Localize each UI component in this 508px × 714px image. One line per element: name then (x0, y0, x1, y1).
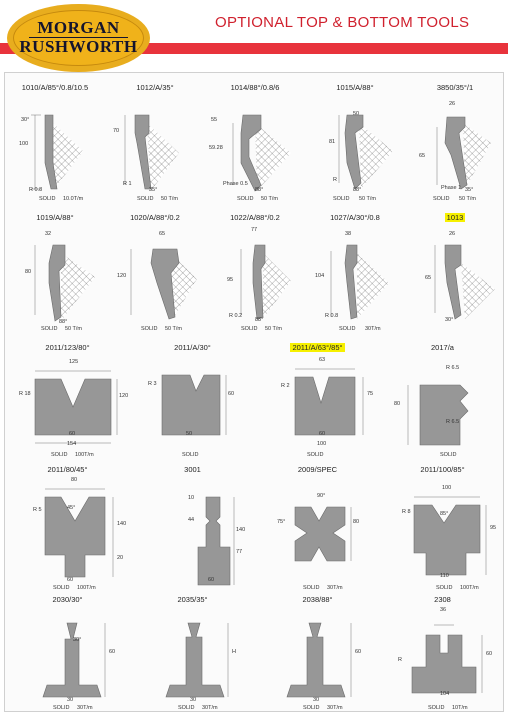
die-card: 2011/A/63°/85° 63 75 60 100 R 2 SOLID (255, 343, 380, 463)
die-card: 2011/100/85° 100 95 110 R 8 85° SOLID 100T/m (380, 465, 505, 595)
tool-card: 1010/A/85°/0.8/10.5 100 30° R 0.8 SOLID 10.0T/m (5, 83, 105, 198)
tool-code: 2030/30° (52, 595, 83, 604)
die-card: 2308 36 60 104 R SOLID 10T/m (380, 595, 505, 713)
tool-card: 1019/A/88° 32 80 88° SOLID 50 T/m (5, 213, 105, 333)
tool-code: 1015/A/88° (336, 83, 374, 92)
page-header (0, 0, 508, 58)
die-2011-123-drawing (5, 355, 130, 465)
tool-code: 2011/80/45° (47, 465, 88, 474)
die-card: 2009/SPEC 90° 80 75° SOLID 30T/m (255, 465, 380, 595)
die-card: 2035/35° H 30 SOLID 30T/m (130, 595, 255, 713)
die-card: 2038/88° 60 30 SOLID 30T/m (255, 595, 380, 713)
tool-card: 1022/A/88°/0.2 77 95 R 0.2 88° SOLID 50 T/m (205, 213, 305, 333)
tool-code: 1020/A/88°/0.2 (130, 213, 180, 222)
tool-sheet (4, 72, 504, 712)
tool-code: 2038/88° (302, 595, 333, 604)
tool-code: 1019/A/88° (36, 213, 74, 222)
tool-card: 1027/A/30°/0.8 38 104 R 0.8 SOLID 30T/m (305, 213, 405, 333)
die-card: 2011/80/45° 80 140 20 60 R 5 45° SOLID 100T/m (5, 465, 130, 595)
tool-code: 2011/A/30° (174, 343, 211, 352)
tool-code: 2035/35° (177, 595, 208, 604)
tool-card: 1012/A/35° 70 R 1 35° SOLID 50 T/m (105, 83, 205, 198)
tool-1019-drawing (5, 223, 105, 333)
die-card: 2011/A/30° 60 50 R 3 SOLID (130, 343, 255, 463)
tool-1013-drawing (405, 223, 505, 333)
die-card: 3001 140 77 60 10 44 (130, 465, 255, 595)
tool-code: 3001 (184, 465, 201, 474)
die-card: 2017/a 80 R 6.5 R 6.5 SOLID (380, 343, 505, 463)
tool-code: 1022/A/88°/0.2 (230, 213, 280, 222)
die-2011-63-drawing (255, 355, 380, 465)
tool-code: 2017/a (431, 343, 454, 352)
die-card: 2030/30° 60 30 30° SOLID 30T/m (5, 595, 130, 713)
tool-code: 2308 (434, 595, 451, 604)
tool-code: 1013 (446, 213, 464, 222)
tool-code: 1010/A/85°/0.8/10.5 (21, 83, 89, 92)
tool-1015-drawing (305, 93, 405, 198)
tool-code: 1027/A/30°/0.8 (330, 213, 380, 222)
tool-code: 2009/SPEC (297, 465, 338, 474)
tool-card: 3850/35°/1 26 65 Phase 1 35° SOLID 50 T/m (405, 83, 505, 198)
tool-code: 1014/88°/0.8/6 (230, 83, 280, 92)
tool-card: 1014/88°/0.8/6 55 59.28 Phase 0.5 88° SOLID 50 T/m (205, 83, 305, 198)
tool-code: 2011/100/85° (420, 465, 465, 474)
tool-1012-drawing (105, 93, 205, 198)
page-title: OPTIONAL TOP & BOTTOM TOOLS (215, 14, 470, 31)
die-card: 2011/123/80° 125 120 60 154 R 18 SOLID 100T/m (5, 343, 130, 463)
tool-card: 1020/A/88°/0.2 65 120 SOLID 50 T/m (105, 213, 205, 333)
tool-card: 1013 26 65 30° (405, 213, 505, 333)
tool-code: 3850/35°/1 (436, 83, 474, 92)
tool-card: 1015/A/88° 50 81 R 88° SOLID 50 T/m (305, 83, 405, 198)
tool-code: 1012/A/35° (136, 83, 174, 92)
die-2017a-drawing (380, 355, 505, 465)
tool-code: 2011/A/63°/85° (292, 343, 343, 352)
die-2011-100-drawing (380, 477, 505, 597)
die-2011-a30-drawing (130, 355, 255, 465)
tool-code: 2011/123/80° (45, 343, 90, 352)
tool-3850-drawing (405, 93, 505, 198)
brand-logo: MORGAN RUSHWORTH (7, 4, 150, 72)
